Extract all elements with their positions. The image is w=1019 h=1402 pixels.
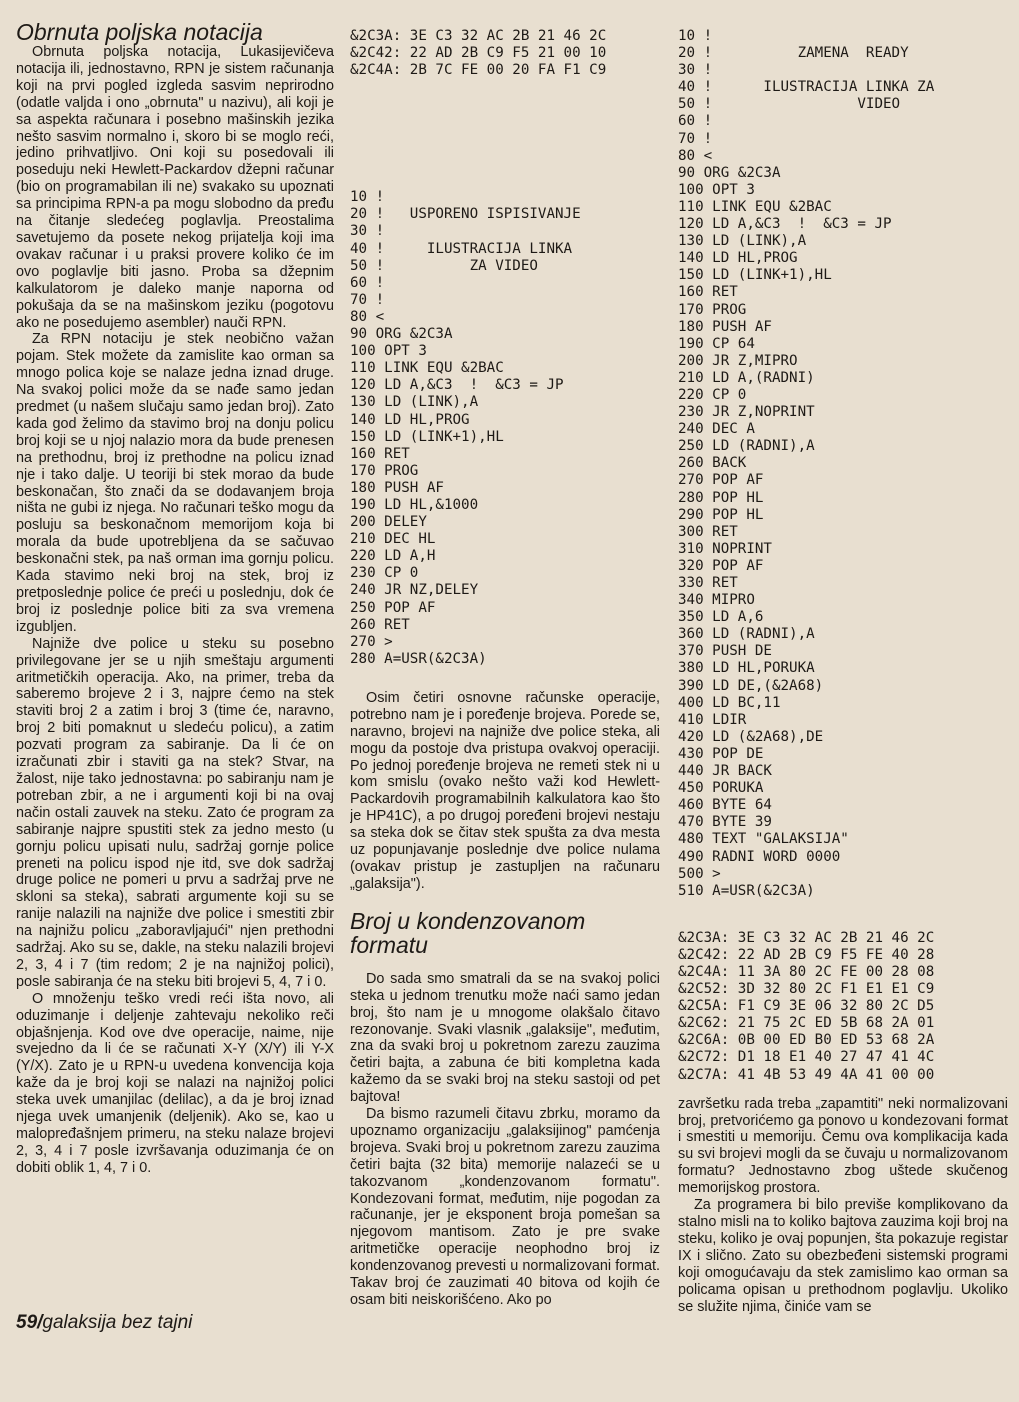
code-line: 370 PUSH DE [678,643,772,660]
hex-line: &2C6A: 0B 00 ED B0 ED 53 68 2A [678,1032,935,1049]
code-line: 470 BYTE 39 [678,814,772,831]
code-line: 130 LD (LINK),A [678,233,807,250]
code-line: 460 BYTE 64 [678,797,772,814]
code-line: 180 PUSH AF [350,479,444,496]
column-middle [350,20,660,1309]
code-line: 160 RET [678,284,738,301]
paragraph: Da bismo razumeli čitavu zbrku, moramo da upoznamo organizaciju „galaksijinog" pamćenja brojeva. Svaki broj u pokretnom zarezu zauzima četiri bajta (32 bita) memorije nalazeći se u takozvanom „kondenzovanom formatu". Kondezovani format, međutim, nije pogodan za računanje, jer je eksponent broja pomešan sa njegovom mantisom. Zato je pre svake aritmetičke operacije neophodno broj iz kondenzovanog prevesti u normalizovani format. Takav broj će zauzimati 40 bitova od kojih će osam biti neiskorišćeno. Ako po [350,1106,660,1308]
code-line: 190 LD HL,&1000 [350,496,479,513]
code-listing-2 [678,28,1008,900]
code-line: 420 LD (&2A68),DE [678,728,824,745]
code-line: 110 LINK EQU &2BAC [350,360,504,377]
code-line: 40 ! ILUSTRACIJA LINKA [350,240,573,257]
code-line: 240 DEC A [678,421,755,438]
code-line: 220 LD A,H [350,548,436,565]
code-line: 510 A=USR(&2C3A) [678,882,815,899]
paragraph: završetku rada treba „zapamtiti" neki normalizovani broj, pretvorićemo ga ponovo u kondezovani format i smestiti u memoriju. Čemu ova komplikacija kada su svi brojevi mogli da se čuvaju u normalizovanom formatu? Jednostavno zbog uštede skučenog memorijskog prostora. [678,1095,1008,1197]
code-listing-1 [350,189,660,668]
text-block [350,690,660,893]
paragraph: Osim četiri osnovne računske operacije, potrebno nam je i poređenje brojeva. Porede se, naravno, brojevi na najniže dve police steka, ali mogu da postoje dva pristupa ovakvoj operaciji. Po jednoj poređenje brojeva ne remeti stek ni u kom smislu (ovako nešto važi kod Hewlett-Packardovih programabilnih kalkulatora kao što je HP41C), a po drugoj poređeni brojevi nestaju sa steka dok se čitav stek spušta za dva mesta uz popunjavanje poslednje dve police nulama (ovakav pristup je zastupljen na računaru „galaksija"). [350,689,660,892]
code-line: 230 CP 0 [350,565,419,582]
code-line: 490 RADNI WORD 0000 [678,848,841,865]
code-line: 160 RET [350,445,410,462]
code-line: 70 ! [350,291,385,308]
code-line: 500 > [678,865,721,882]
hex-line: &2C7A: 41 4B 53 49 4A 41 00 00 [678,1066,935,1083]
code-line: 430 POP DE [678,745,764,762]
paragraph: Do sada smo smatrali da se na svakoj polici steka u jednom trenutku može naći samo jedan broj, što nam je u mnogome olakšalo čitavo rezonovanje. Svaki vlasnik „galaksije", međutim, zna da svaki broj u pokretnom zarezu zauzima četiri bajta, a zabuna će biti kompletna kada kažemo da se svaki broj na steku sastoji od pet bajtova! [350,970,660,1106]
code-line: 110 LINK EQU &2BAC [678,198,832,215]
code-line: 130 LD (LINK),A [350,394,479,411]
code-line: 140 LD HL,PROG [350,411,470,428]
text-block [350,971,660,1309]
code-line: 210 LD A,(RADNI) [678,369,815,386]
text-block [678,1096,1008,1316]
code-line: 330 RET [678,575,738,591]
paragraph: Za programera bi bilo previše komplikovano da stalno misli na to koliko bajtova zauzima koji broj na steku, koliko je ovaj popunjen, šta pokazuje registar IX i slično. Zato su obezbeđeni sistemski programi koji omogućavaju da stek zamislimo kao orman sa policama opisan u prethodnom poglavlju. Ukoliko se služite njima, činiće vam se [678,1197,1008,1315]
code-line: 260 BACK [678,455,747,472]
code-line: 350 LD A,6 [678,609,764,626]
hex-dump-1 [350,28,660,79]
code-line: 250 LD (RADNI),A [678,438,815,455]
code-line: 240 JR NZ,DELEY [350,582,479,599]
code-line: 90 ORG &2C3A [678,164,781,181]
code-line: 50 ! VIDEO [678,96,901,113]
code-line: 170 PROG [350,462,419,479]
page-number: 59/ [16,1312,43,1333]
code-line: 220 CP 0 [678,386,747,403]
code-line: 30 ! [350,223,385,240]
code-line: 340 MIPRO [678,592,755,609]
code-line: 360 LD (RADNI),A [678,626,815,643]
code-line: 10 ! [350,189,385,206]
code-line: 380 LD HL,PORUKA [678,660,815,677]
code-line: 180 PUSH AF [678,318,772,335]
code-line: 100 OPT 3 [350,343,427,360]
hex-line: &2C72: D1 18 E1 40 27 47 41 4C [678,1049,935,1066]
code-line: 260 RET [350,616,410,633]
code-line: 200 JR Z,MIPRO [678,352,798,369]
section-title-rpn: Obrnuta poljska notacija [16,20,263,45]
code-line: 120 LD A,&C3 ! &C3 = JP [350,377,564,394]
hex-line: &2C42: 22 AD 2B C9 F5 FE 40 28 [678,946,935,963]
code-line: 390 LD DE,(&2A68) [678,677,824,694]
code-line: 90 ORG &2C3A [350,326,453,343]
hex-line: &2C3A: 3E C3 32 AC 2B 21 46 2C [678,929,935,946]
code-line: 290 POP HL [678,506,764,523]
hex-dump-2 [678,930,1008,1084]
code-line: 70 ! [678,130,713,147]
code-line: 280 POP HL [678,489,764,506]
paragraph: Obrnuta poljska notacija, Lukasijevičeva notacija ili, jednostavno, RPN je sistem računanja koji na prvi pogled izgleda sasvim neprirodno (odatle valjda i ono „obrnuta" u nazivu), ali koji je sa aspekta računara i posebno mašinskih jezika nešto sasvim normalno i, skoro bi se moglo reći, jedino prihvatljivo. Oni koji su posedovali ili poseduju neki Hewlett-Packardov džepni računar (bio on programabilan ili ne) svakako su upoznati sa principima RPN-a pa mogu slobodno da pređu na čitanje sledećeg poglavlja. Preostalima savetujemo da posete nekog prijatelja koji ima ovakav računar i u praksi provere koliko će im ovo poglavlje biti jasno. Proba sa džepnim kalkulatorom je daleko manje naporna od pokušaja da se na mašinskom jeziku (pogotovu ako ne posedujemo asembler) nauči RPN. [16,44,334,331]
section-title-condensed: Broj u kondenzovanom formatu [350,907,586,958]
hex-line: &2C5A: F1 C9 3E 06 32 80 2C D5 [678,998,935,1015]
column-right [678,20,1008,1315]
code-line: 310 NOPRINT [678,540,772,557]
code-line: 20 ! USPORENO ISPISIVANJE [350,206,581,223]
hex-line: &2C62: 21 75 2C ED 5B 68 2A 01 [678,1015,935,1032]
code-line: 230 JR Z,NOPRINT [678,404,815,421]
footer-label: galaksija bez tajni [42,1312,193,1333]
code-line: 80 < [678,147,713,164]
code-line: 20 ! ZAMENA READY [678,45,909,62]
column-left [16,20,334,1177]
code-line: 10 ! [678,28,713,44]
code-line: 80 < [350,308,385,325]
code-line: 190 CP 64 [678,335,755,352]
code-line: 100 OPT 3 [678,181,755,198]
code-line: 250 POP AF [350,599,436,616]
hex-line: &2C4A: 2B 7C FE 00 20 FA F1 C9 [350,62,607,79]
hex-line: &2C4A: 11 3A 80 2C FE 00 28 08 [678,963,935,980]
code-line: 170 PROG [678,301,747,318]
code-line: 410 LDIR [678,711,747,728]
code-line: 270 POP AF [678,472,764,489]
paragraph: O množenju teško vredi reći išta novo, ali oduzimanje i deljenje zahtevaju nekoliko reči objašnjenja. Kod ove dve operacije, naime, nije svejedno da li će se računati X-Y (X/Y) ili Y-X (Y/X). Zato je u RPN-u uvedena konvencija koja kaže da je broj koji se nalazi na najnižoj polici steka uvek umanjilac (delilac), a da je broj iznad njega uvek umanjenik (deljenik). Ako se, kao u malopređašnjem primeru, na steku nalaze brojevi 2, 3, 4 i 7 posle izvršavanja oduzimanja će on dobiti oblik 1, 4, 7 i 0. [16,990,334,1176]
code-line: 320 POP AF [678,557,764,574]
paragraph: Najniže dve police u steku su posebno privilegovane jer se u njih smeštaju argumenti aritmetičkih operacija. Ako, na primer, treba da saberemo brojeve 2 i 3, najpre ćemo na stek staviti broj 2 a zatim i broj 3 (time će, naravno, broj 2 biti pomaknut u sledeću policu), a zatim pozvati program za sabiranje. Da li će on izračunati zbir i staviti ga na stek? Stvar, na žalost, nije tako jednostavna: po sabiranju nam je potreban zbir, a ne i argumenti koji bi na ovaj način ostali zauvek na steku. Zato će program za sabiranje najpre spustiti stek za jedno mesto (u gornju policu upisati nulu, sadržaj gornje police preneti na policu ispod nje itd, sve dok sadržaj druge police ne pomeri u prvu a sadržaj prve ne skloni sa steka), sabrati argumente koji su se ranije nalazili na najniže dve police i smestiti zbir na najnižu policu „zaboravljajući" njen prethodni sadržaj. Ako su se, dakle, na steku nalazili brojevi 2, 3, 4 i 7 (tim redom; 2 je na najnižoj polici), posle sabiranja će na steku biti brojevi 5, 4, 7 i 0. [16,635,334,990]
code-line: 210 DEC HL [350,531,436,548]
page-footer [16,1312,192,1334]
code-line: 400 LD BC,11 [678,694,781,711]
hex-line: &2C3A: 3E C3 32 AC 2B 21 46 2C [350,28,607,44]
code-line: 30 ! [678,62,713,79]
code-line: 120 LD A,&C3 ! &C3 = JP [678,216,892,233]
code-line: 150 LD (LINK+1),HL [678,267,832,284]
code-line: 270 > [350,633,393,650]
code-line: 200 DELEY [350,514,427,531]
code-line: 480 TEXT "GALAKSIJA" [678,831,849,848]
code-line: 40 ! ILUSTRACIJA LINKA ZA [678,79,935,96]
code-line: 150 LD (LINK+1),HL [350,428,504,445]
code-line: 60 ! [678,113,713,130]
code-line: 300 RET [678,523,738,540]
code-line: 60 ! [350,274,385,291]
code-line: 50 ! ZA VIDEO [350,257,538,274]
code-line: 440 JR BACK [678,763,772,780]
hex-line: &2C52: 3D 32 80 2C F1 E1 E1 C9 [678,981,935,998]
code-line: 140 LD HL,PROG [678,250,798,267]
hex-line: &2C42: 22 AD 2B C9 F5 21 00 10 [350,45,607,62]
code-line: 280 A=USR(&2C3A) [350,650,487,667]
code-line: 450 PORUKA [678,780,764,797]
paragraph: Za RPN notaciju je stek neobično važan pojam. Stek možete da zamislite kao orman sa mnogo polica koje se nalaze jedna iznad druge. Na svakoj polici može da se nađe samo jedan predmet (u našem slučaju samo jedan broj). Zato kada god želimo da stavimo broj na donju policu broj koji se u njoj nalazio mora da bude prenesen na prethodnu, broj iz prethodne na policu iznad nje i tako dalje. U teoriji bi stek morao da bude beskonačan, što znači da se dodavanjem broja ništa ne gubi iz njega. No računari teško mogu da posluju sa beskonačnom memorijom koja bi morala da bude upotrebljena da se sačuvao beskonačni stek, pa naš orman ima gornju policu. Kada stavimo neki broj na stek, broj iz pretposlednje police će preći u poslednju, dok će broj iz poslednje police biti za sva vremena izgubljen. [16,331,334,635]
